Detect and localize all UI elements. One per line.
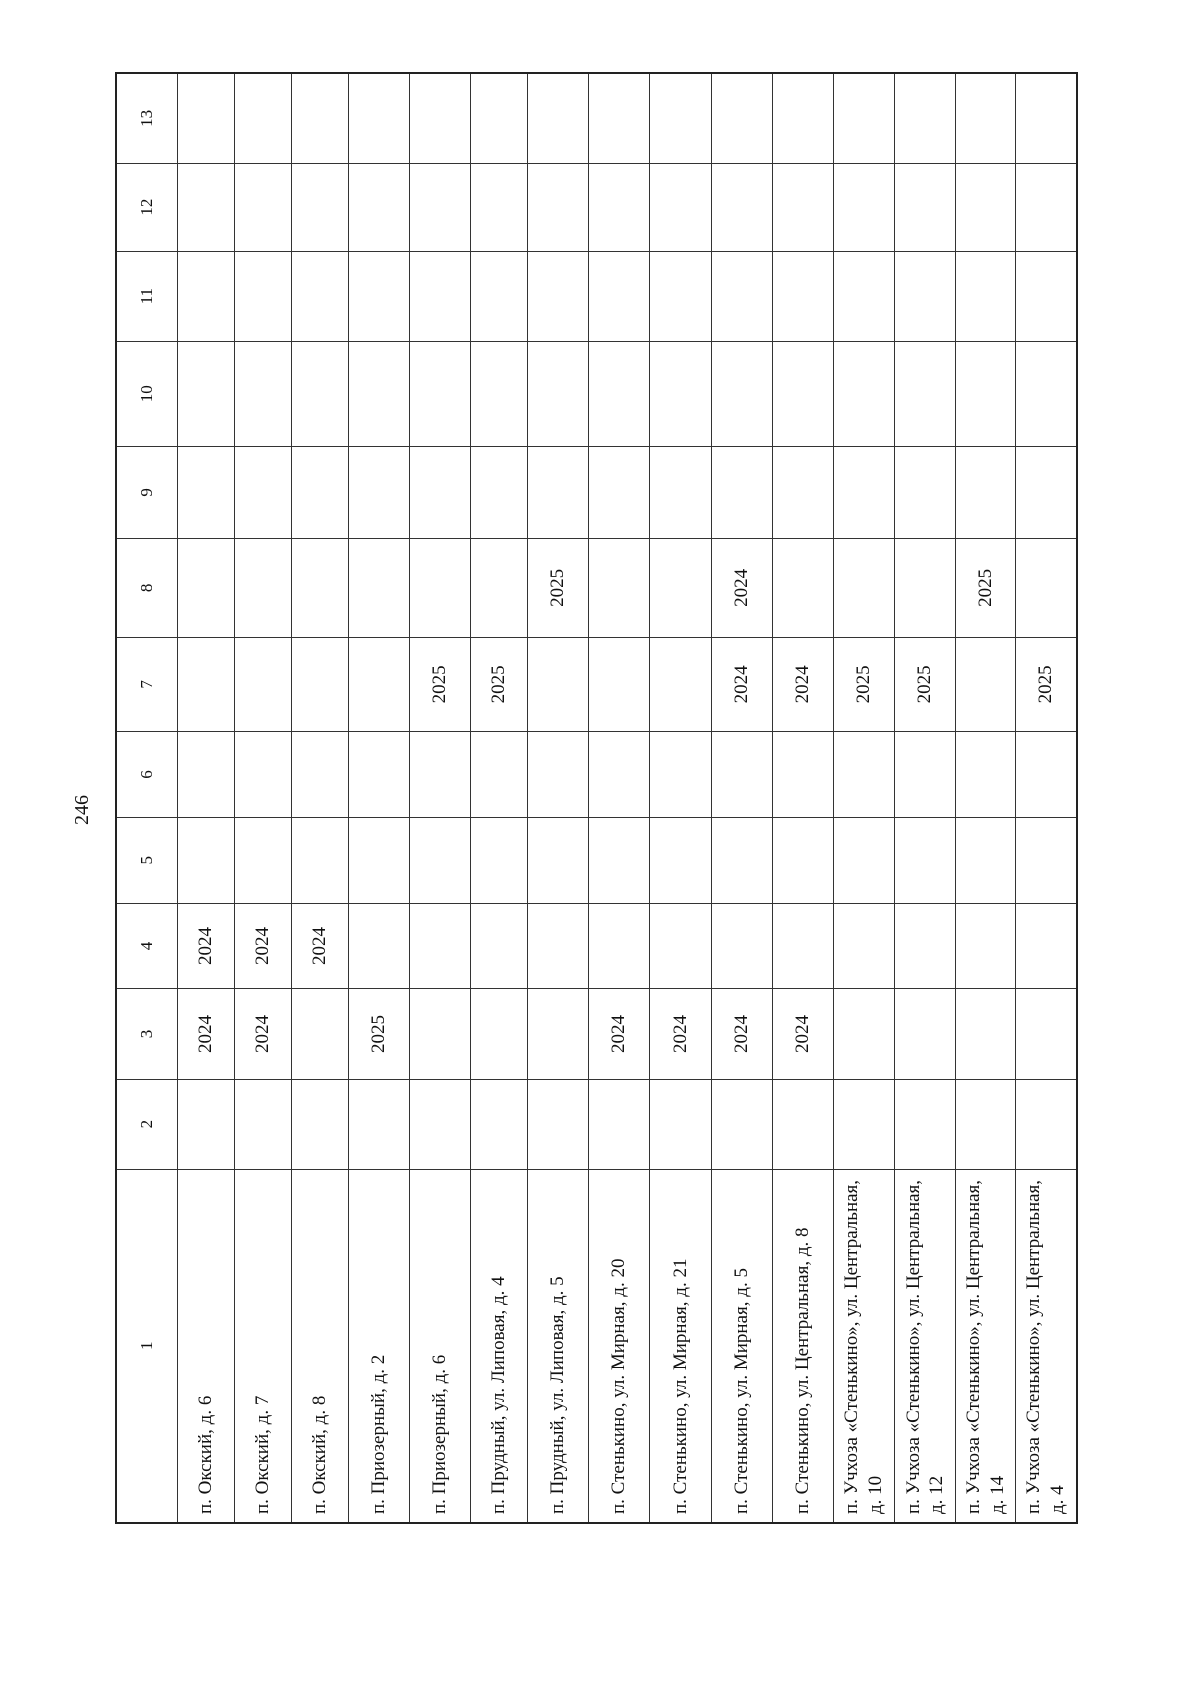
address-cell: п. Прудный, ул. Липовая, д. 5 [528,1169,589,1523]
year-cell: 2025 [409,637,470,731]
year-cell [177,637,234,731]
year-cell [956,73,1016,163]
year-cell: 2024 [589,989,650,1079]
year-cell [471,1079,528,1169]
column-header: 1 [116,1169,177,1523]
year-cell [348,73,409,163]
year-cell [291,1079,348,1169]
year-cell [471,251,528,341]
year-cell [177,1079,234,1169]
year-cell [650,539,711,638]
table-row [177,73,234,1523]
header-row [116,73,177,1523]
year-cell [528,251,589,341]
year-cell [895,163,956,251]
year-cell [589,341,650,446]
year-cell [528,163,589,251]
year-cell [1016,732,1077,818]
year-cell: 2024 [234,903,291,989]
year-cell [1016,903,1077,989]
year-cell [348,637,409,731]
year-cell [834,539,895,638]
year-cell: 2025 [471,637,528,731]
year-cell [348,341,409,446]
year-cell [528,637,589,731]
year-cell [409,163,470,251]
year-cell [956,251,1016,341]
year-cell [772,446,833,538]
year-cell [1016,1079,1077,1169]
year-cell [291,341,348,446]
year-cell: 2024 [234,989,291,1079]
year-cell [895,341,956,446]
year-cell [234,539,291,638]
year-cell [177,732,234,818]
year-cell [291,251,348,341]
column-header: 7 [116,637,177,731]
year-cell [348,817,409,903]
address-cell: п. Учхоза «Стенькино», ул. Центральная, д. 10 [834,1169,895,1523]
year-cell [1016,817,1077,903]
year-cell [711,73,772,163]
column-header: 4 [116,903,177,989]
column-header: 2 [116,1079,177,1169]
year-cell [234,341,291,446]
year-cell [895,989,956,1079]
year-cell [291,732,348,818]
year-cell [1016,251,1077,341]
year-cell [348,251,409,341]
year-cell [471,989,528,1079]
year-cell [895,1079,956,1169]
year-cell [409,341,470,446]
year-cell [834,446,895,538]
year-cell [589,1079,650,1169]
page-number: 246 [70,795,93,825]
year-cell [291,989,348,1079]
year-cell [589,539,650,638]
column-header: 8 [116,539,177,638]
year-cell: 2025 [1016,637,1077,731]
year-cell [834,73,895,163]
year-cell [528,732,589,818]
year-cell [711,817,772,903]
year-cell [409,817,470,903]
year-cell [650,446,711,538]
year-cell [772,817,833,903]
year-cell: 2025 [895,637,956,731]
year-cell [711,341,772,446]
year-cell [291,817,348,903]
year-cell [772,1079,833,1169]
year-cell [650,637,711,731]
year-cell [409,539,470,638]
year-cell [177,446,234,538]
year-cell [772,903,833,989]
year-cell [956,446,1016,538]
year-cell: 2024 [291,903,348,989]
year-cell [834,251,895,341]
column-header: 9 [116,446,177,538]
column-header: 12 [116,163,177,251]
address-cell: п. Стенькино, ул. Центральная, д. 8 [772,1169,833,1523]
year-cell [409,446,470,538]
year-cell [650,341,711,446]
year-cell [1016,989,1077,1079]
year-cell [234,637,291,731]
year-cell: 2024 [711,539,772,638]
year-cell [956,163,1016,251]
year-cell [528,73,589,163]
column-header: 5 [116,817,177,903]
table-row [956,73,1016,1523]
year-cell [895,539,956,638]
year-cell [772,732,833,818]
year-cell [177,251,234,341]
address-cell: п. Стенькино, ул. Мирная, д. 20 [589,1169,650,1523]
year-cell [471,539,528,638]
year-cell [956,637,1016,731]
year-cell [650,251,711,341]
address-cell: п. Учхоза «Стенькино», ул. Центральная, д. 12 [895,1169,956,1523]
year-cell [834,341,895,446]
year-cell [589,251,650,341]
year-cell: 2025 [956,539,1016,638]
year-cell [956,817,1016,903]
year-cell [409,903,470,989]
year-cell [772,163,833,251]
year-cell: 2025 [528,539,589,638]
year-cell [234,1079,291,1169]
year-cell [956,903,1016,989]
year-cell [291,637,348,731]
year-cell [1016,163,1077,251]
column-header: 11 [116,251,177,341]
year-cell [291,446,348,538]
year-cell [956,732,1016,818]
year-cell [650,163,711,251]
year-cell [895,446,956,538]
year-cell [895,73,956,163]
year-cell [234,732,291,818]
year-cell [711,732,772,818]
year-cell [528,989,589,1079]
year-cell [177,817,234,903]
year-cell [834,817,895,903]
year-cell [895,817,956,903]
year-cell [956,1079,1016,1169]
year-cell [177,163,234,251]
year-cell: 2025 [834,637,895,731]
year-cell [348,732,409,818]
table-row [528,73,589,1523]
year-cell [589,732,650,818]
year-cell [650,732,711,818]
table-row [1016,73,1077,1523]
year-cell [772,251,833,341]
year-cell [834,732,895,818]
year-cell [234,817,291,903]
year-cell [589,163,650,251]
year-cell [895,251,956,341]
year-cell [1016,446,1077,538]
year-cell [348,903,409,989]
year-cell [711,446,772,538]
year-cell [234,251,291,341]
year-cell [409,732,470,818]
year-cell [650,1079,711,1169]
address-cell: п. Учхоза «Стенькино», ул. Центральная, д. 4 [1016,1169,1077,1523]
year-cell: 2024 [650,989,711,1079]
year-cell [177,539,234,638]
year-cell [348,446,409,538]
year-cell [834,163,895,251]
year-cell [471,163,528,251]
column-header: 10 [116,341,177,446]
year-cell [409,989,470,1079]
year-cell [711,251,772,341]
year-cell [895,903,956,989]
table-row [711,73,772,1523]
year-cell [589,446,650,538]
address-cell: п. Прудный, ул. Липовая, д. 4 [471,1169,528,1523]
year-cell [895,732,956,818]
year-cell: 2024 [177,903,234,989]
year-cell [1016,539,1077,638]
year-cell [234,73,291,163]
year-cell [234,163,291,251]
table-row [650,73,711,1523]
year-cell [471,732,528,818]
data-table [115,72,1078,1524]
table-row [589,73,650,1523]
table-row [234,73,291,1523]
table-row [772,73,833,1523]
year-cell [834,903,895,989]
address-cell: п. Окский, д. 7 [234,1169,291,1523]
year-cell [834,989,895,1079]
year-cell: 2025 [348,989,409,1079]
year-cell [177,341,234,446]
year-cell [471,903,528,989]
address-cell: п. Стенькино, ул. Мирная, д. 21 [650,1169,711,1523]
year-cell [589,73,650,163]
year-cell [471,446,528,538]
year-cell [589,817,650,903]
year-cell [956,341,1016,446]
year-cell [1016,73,1077,163]
year-cell [528,446,589,538]
year-cell [291,73,348,163]
year-cell [348,1079,409,1169]
year-cell [409,251,470,341]
year-cell [291,163,348,251]
year-cell [471,341,528,446]
year-cell [528,1079,589,1169]
column-header: 3 [116,989,177,1079]
year-cell [650,903,711,989]
year-cell: 2024 [772,989,833,1079]
year-cell: 2024 [772,637,833,731]
year-cell [589,903,650,989]
year-cell: 2024 [711,637,772,731]
year-cell [528,341,589,446]
year-cell [711,903,772,989]
table-row [471,73,528,1523]
year-cell [711,1079,772,1169]
year-cell [834,1079,895,1169]
address-cell: п. Окский, д. 8 [291,1169,348,1523]
table-row [348,73,409,1523]
year-cell [711,163,772,251]
table-row [895,73,956,1523]
year-cell: 2024 [711,989,772,1079]
year-cell [471,817,528,903]
table-row [291,73,348,1523]
year-cell [772,341,833,446]
year-cell [348,163,409,251]
column-header: 13 [116,73,177,163]
column-header: 6 [116,732,177,818]
year-cell [1016,341,1077,446]
year-cell [409,1079,470,1169]
year-cell [772,539,833,638]
year-cell [772,73,833,163]
table-row [409,73,470,1523]
year-cell [234,446,291,538]
address-cell: п. Стенькино, ул. Мирная, д. 5 [711,1169,772,1523]
rotated-table-wrapper [115,72,1078,1524]
year-cell [409,73,470,163]
year-cell [348,539,409,638]
year-cell [471,73,528,163]
address-cell: п. Окский, д. 6 [177,1169,234,1523]
address-cell: п. Приозерный, д. 6 [409,1169,470,1523]
year-cell [528,903,589,989]
year-cell [650,73,711,163]
table-row [834,73,895,1523]
year-cell [528,817,589,903]
address-cell: п. Учхоза «Стенькино», ул. Центральная, д. 14 [956,1169,1016,1523]
year-cell [291,539,348,638]
year-cell [177,73,234,163]
year-cell [589,637,650,731]
year-cell [956,989,1016,1079]
address-cell: п. Приозерный, д. 2 [348,1169,409,1523]
year-cell [650,817,711,903]
year-cell: 2024 [177,989,234,1079]
